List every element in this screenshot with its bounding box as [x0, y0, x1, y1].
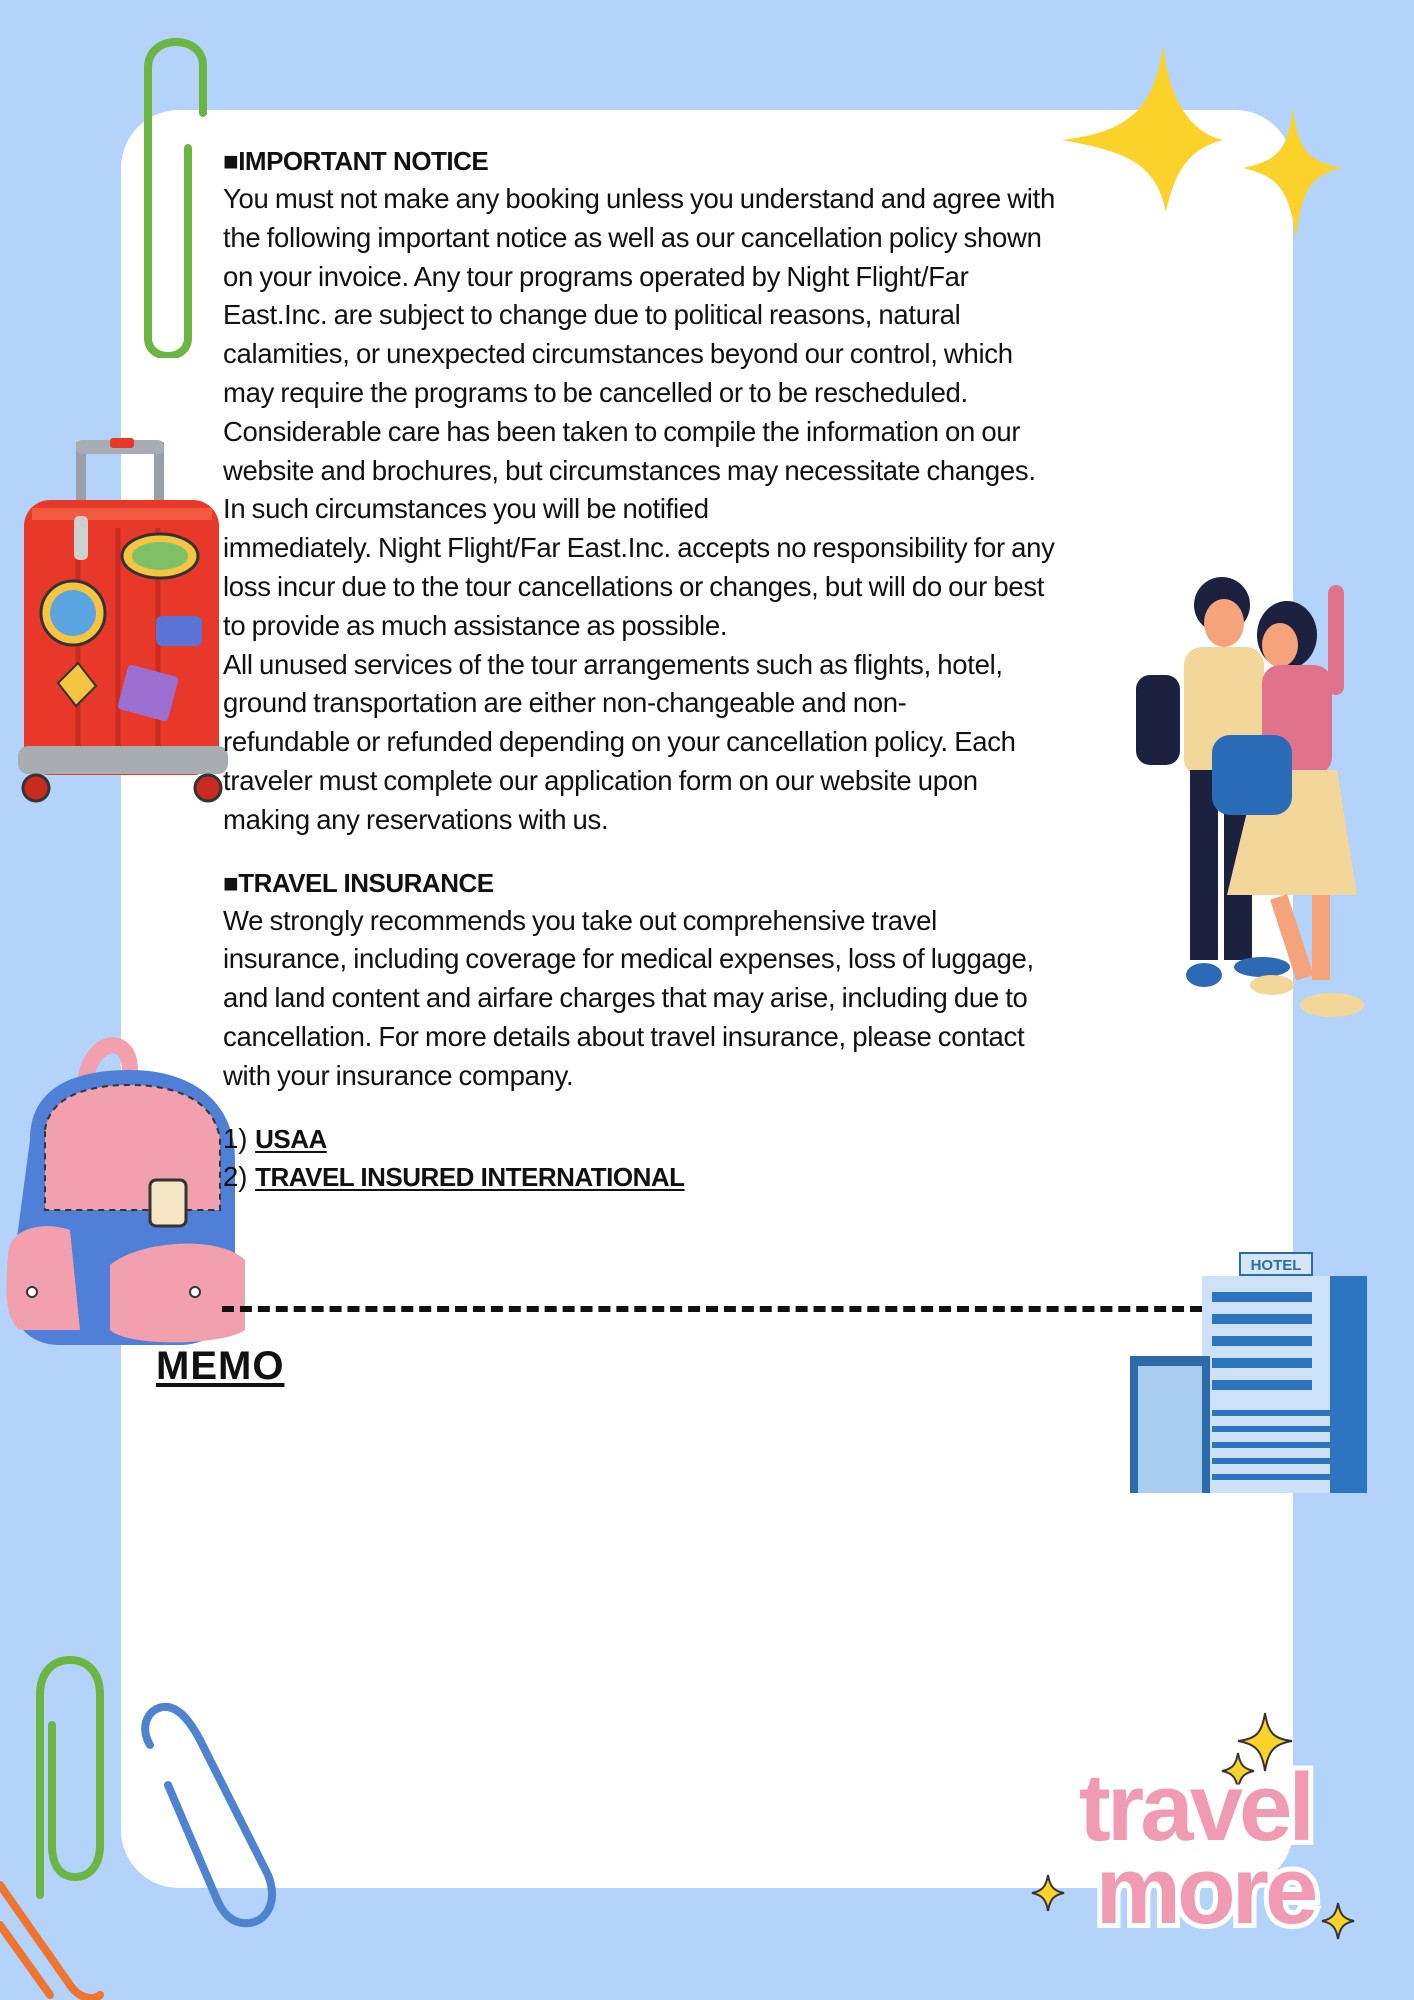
text-line: All unused services of the tour arrangements such as flights, hotel,	[223, 648, 1003, 680]
text-line: with your insurance company.	[223, 1059, 574, 1091]
text-line: and land content and airfare charges that may arise, including due to	[223, 982, 1028, 1014]
text-line: cancellation. For more details about travel insurance, please contact	[223, 1020, 1025, 1052]
text-line: ground transportation are either non-changeable and non-	[223, 687, 907, 719]
document-content	[223, 142, 1143, 1197]
text-line: website and brochures, but circumstances may necessitate changes.	[223, 454, 1036, 486]
link-number: 1)	[223, 1122, 248, 1154]
text-line: loss incur due to the tour cancellations or changes, but will do our best	[223, 570, 1045, 602]
important-notice-body	[223, 180, 1143, 840]
insurance-link-item	[223, 1158, 1143, 1197]
text-line: traveler must complete our application form on our website upon	[223, 764, 978, 796]
insurance-links-list	[223, 1120, 1143, 1197]
important-notice-heading: ■IMPORTANT NOTICE	[223, 146, 489, 176]
text-line: Considerable care has been taken to compile the information on our	[223, 415, 1021, 447]
hotel-icon	[1130, 1248, 1375, 1493]
travel-more-sticker	[1020, 1705, 1370, 1955]
link-number: 2)	[223, 1161, 248, 1193]
svg-text:HOTEL: HOTEL	[1250, 1257, 1302, 1274]
text-line: may require the programs to be cancelled or to be rescheduled.	[223, 376, 968, 408]
text-line: East.Inc. are subject to change due to political reasons, natural	[223, 299, 961, 331]
travel-insurance-heading: ■TRAVEL INSURANCE	[223, 867, 494, 898]
text-line: making any reservations with us.	[223, 803, 609, 835]
sticker-line2: more	[1095, 1837, 1315, 1944]
suitcase-icon	[18, 438, 228, 803]
text-line: In such circumstances you will be notified	[223, 493, 709, 525]
text-line: You must not make any booking unless you understand and agree with	[223, 183, 1055, 214]
insurance-provider-link[interactable]: TRAVEL INSURED INTERNATIONAL	[255, 1162, 685, 1193]
text-line: on your invoice. Any tour programs operated by Night Flight/Far	[223, 260, 969, 292]
text-line: immediately. Night Flight/Far East.Inc. accepts no responsibility for any	[223, 532, 1055, 564]
travel-insurance-body	[223, 902, 1143, 1096]
memo-divider	[222, 1306, 1202, 1312]
text-line: refundable or refunded depending on your cancellation policy. Each	[223, 726, 1016, 758]
travelers-icon	[1132, 575, 1372, 1025]
text-line: the following important notice as well as our cancellation policy shown	[223, 221, 1042, 253]
text-line: insurance, including coverage for medical expenses, loss of luggage,	[223, 943, 1034, 975]
text-line: calamities, or unexpected circumstances beyond our control, which	[223, 338, 1013, 370]
text-line: to provide as much assistance as possible.	[223, 609, 728, 641]
insurance-link-item	[223, 1120, 1143, 1159]
text-line: We strongly recommends you take out comprehensive travel	[223, 904, 937, 936]
backpack-icon	[0, 1030, 260, 1350]
memo-heading: MEMO	[156, 1344, 285, 1388]
green-paperclip-icon	[138, 38, 228, 358]
paperclips-icon	[0, 1655, 300, 2000]
sticker-line1: travel	[1078, 1754, 1312, 1861]
insurance-provider-link[interactable]: USAA	[255, 1123, 327, 1154]
